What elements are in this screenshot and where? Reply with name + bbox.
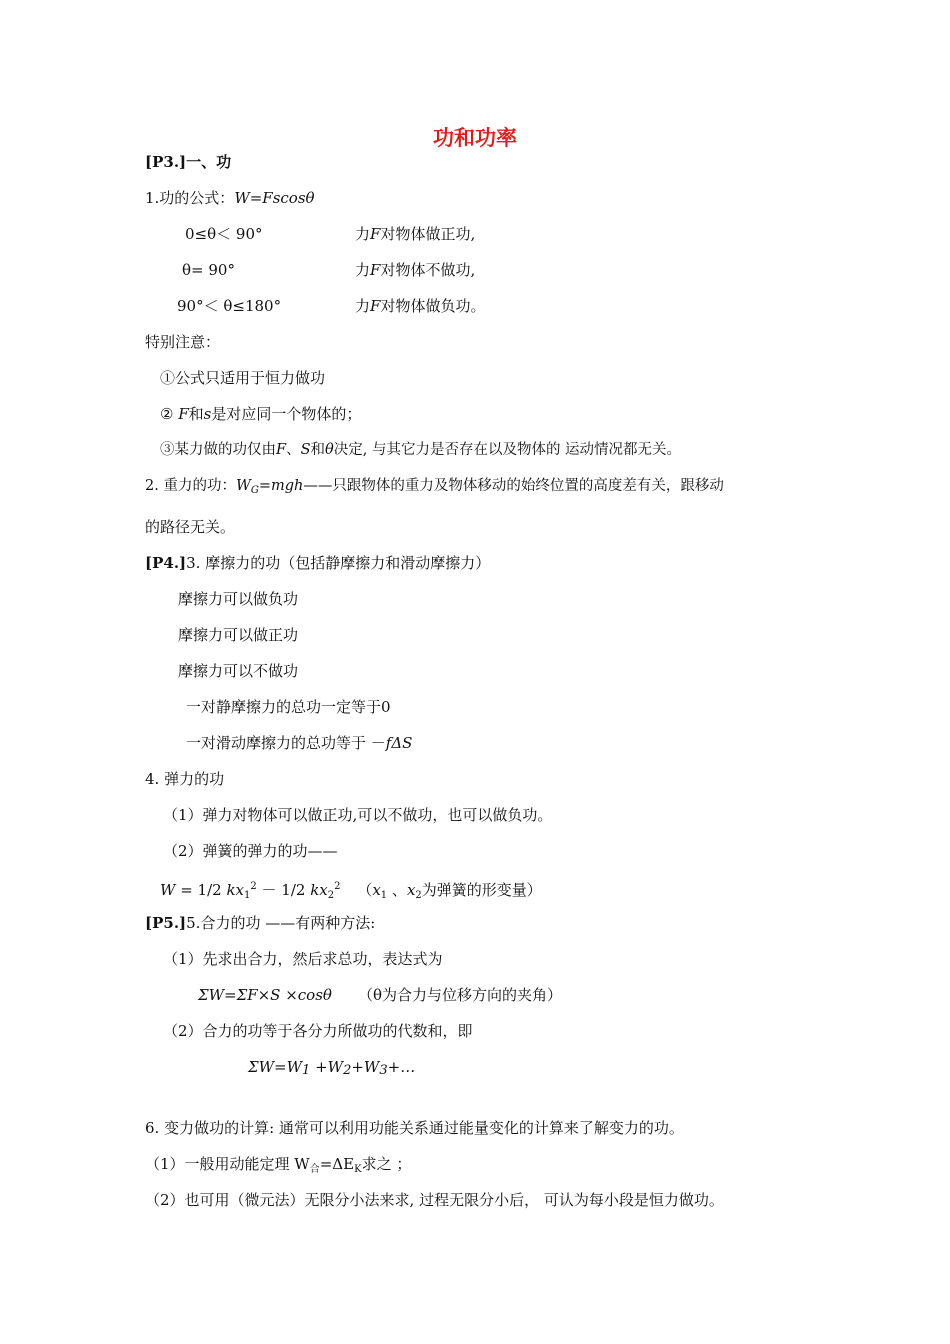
section-title: 3. 摩擦力的功（包括静摩擦力和滑动摩擦力） <box>186 554 491 572</box>
spring-work-formula <box>160 877 542 906</box>
variable: F <box>370 261 381 279</box>
case-1-description <box>355 224 475 244</box>
variable: W <box>160 881 176 899</box>
text: =ΔE <box>319 1155 355 1173</box>
text: ——只跟物体的重力及物体移动的始终位置的高度差有关，跟移动 <box>303 478 724 494</box>
variable: x <box>406 881 416 899</box>
variable: s <box>203 405 212 423</box>
variable: x <box>372 881 381 899</box>
text: 对物体不做功, <box>380 261 476 279</box>
text: 对物体做负功。 <box>380 297 486 315</box>
formula: ΣW=ΣF×S ×cosθ <box>198 986 332 1004</box>
text: 对物体做正功, <box>380 225 476 243</box>
variable: S <box>300 442 311 458</box>
subscript: 1 <box>380 890 388 901</box>
text: 力 <box>355 297 371 315</box>
variable: fΔS <box>385 734 413 752</box>
subscript: 2 <box>415 890 422 901</box>
variable: kx <box>226 881 244 899</box>
method-1-formula <box>198 985 562 1005</box>
text: （ <box>357 881 373 899</box>
static-friction-pair: 一对静摩擦力的总功一定等于0 <box>186 698 391 716</box>
case-2-description <box>355 260 475 280</box>
note-2 <box>160 404 361 424</box>
case-3-condition: 90°＜ θ≤180° <box>177 297 282 315</box>
variable: W <box>235 478 251 494</box>
gravity-work-line <box>145 476 724 501</box>
note-title: 特别注意： <box>145 333 221 351</box>
text: 和 <box>310 442 325 458</box>
formula: +… <box>387 1058 416 1076</box>
section-1-heading <box>145 152 231 172</box>
elastic-point-2: （2）弹簧的弹力的功—— <box>163 842 338 860</box>
case-2-condition: θ= 90° <box>182 261 235 279</box>
text: 力 <box>355 261 371 279</box>
page-title: 功和功率 <box>433 125 517 150</box>
text: 、 <box>286 442 301 458</box>
subscript: 1 <box>302 1063 311 1078</box>
variable-force-method-1 <box>145 1154 411 1180</box>
section-tag: [P4.] <box>145 554 187 572</box>
subscript: G <box>250 485 259 496</box>
text: ③某力做的功仅由 <box>160 442 276 458</box>
superscript: 2 <box>250 881 257 892</box>
text: ② <box>160 405 179 423</box>
formula-label: 1.功的公式： <box>145 189 235 207</box>
section-tag: [P3.] <box>145 153 187 171</box>
text: 力 <box>355 225 371 243</box>
text: － 1/2 <box>256 881 311 899</box>
formula: +W <box>351 1058 380 1076</box>
method-2: （2）合力的功等于各分力所做功的代数和，即 <box>163 1022 473 1040</box>
subscript: K <box>354 1164 362 1175</box>
text: 为弹簧的形变量） <box>421 881 542 899</box>
work-formula-line <box>145 188 315 208</box>
friction-item-2: 摩擦力可以做正功 <box>178 626 299 644</box>
friction-item-3: 摩擦力可以不做功 <box>178 662 299 680</box>
formula: +W <box>310 1058 344 1076</box>
section-5-heading <box>145 913 375 933</box>
section-title: 5.合力的功 ——有两种方法: <box>186 914 376 932</box>
section-tag: [P5.] <box>145 914 187 932</box>
text: 一对滑动摩擦力的总功等于 － <box>186 734 386 752</box>
text: 求之 ； <box>361 1155 412 1173</box>
variable: F <box>178 405 189 423</box>
text: 2. 重力的功： <box>145 478 236 494</box>
section-3-heading <box>145 553 490 573</box>
section-6-heading: 6. 变力做功的计算: 通常可以利用功能关系通过能量变化的计算来了解变力的功。 <box>145 1119 684 1137</box>
formula: W=Fscosθ <box>234 189 315 207</box>
text: （1）一般用动能定理 W <box>145 1155 310 1173</box>
subscript: 2 <box>343 1063 352 1078</box>
note-1: ①公式只适用于恒力做功 <box>160 369 326 387</box>
text: （θ为合力与位移方向的夹角） <box>357 986 562 1004</box>
variable: kx <box>310 881 328 899</box>
method-1: （1）先求出合力，然后求总功，表达式为 <box>163 950 443 968</box>
variable: F <box>370 297 381 315</box>
subscript: 1 <box>244 890 251 901</box>
note-3 <box>160 440 681 460</box>
section-4-heading: 4. 弹力的功 <box>145 770 225 788</box>
superscript: 2 <box>334 881 341 892</box>
friction-item-1: 摩擦力可以做负功 <box>178 590 299 608</box>
subscript: 3 <box>379 1063 388 1078</box>
formula: ΣW=W <box>248 1058 303 1076</box>
section-title: 一、功 <box>186 153 232 171</box>
method-2-formula <box>248 1057 415 1081</box>
sliding-friction-pair <box>186 733 412 753</box>
gravity-work-continuation: 的路径无关。 <box>145 518 236 536</box>
text: 、 <box>387 881 407 899</box>
text: 决定, 与其它力是否存在以及物体的 运动情况都无关。 <box>333 442 682 458</box>
variable: F <box>370 225 381 243</box>
text: = 1/2 <box>175 881 227 899</box>
text: 是对应同一个物体的； <box>211 405 362 423</box>
subscript: 2 <box>327 890 335 901</box>
variable-force-method-2: （2）也可用（微元法）无限分小法来求, 过程无限分小后， 可认为每小段是恒力做功。 <box>145 1191 724 1209</box>
case-3-description <box>355 296 485 316</box>
variable: θ <box>325 442 334 458</box>
variable: =mgh <box>258 478 304 494</box>
elastic-point-1: （1）弹力对物体可以做正功,可以不做功，也可以做负功。 <box>163 806 553 824</box>
case-1-condition: 0≤θ＜ 90° <box>185 225 263 243</box>
text: 和 <box>188 405 204 423</box>
variable: F <box>276 442 287 458</box>
subscript: 合 <box>309 1164 320 1175</box>
